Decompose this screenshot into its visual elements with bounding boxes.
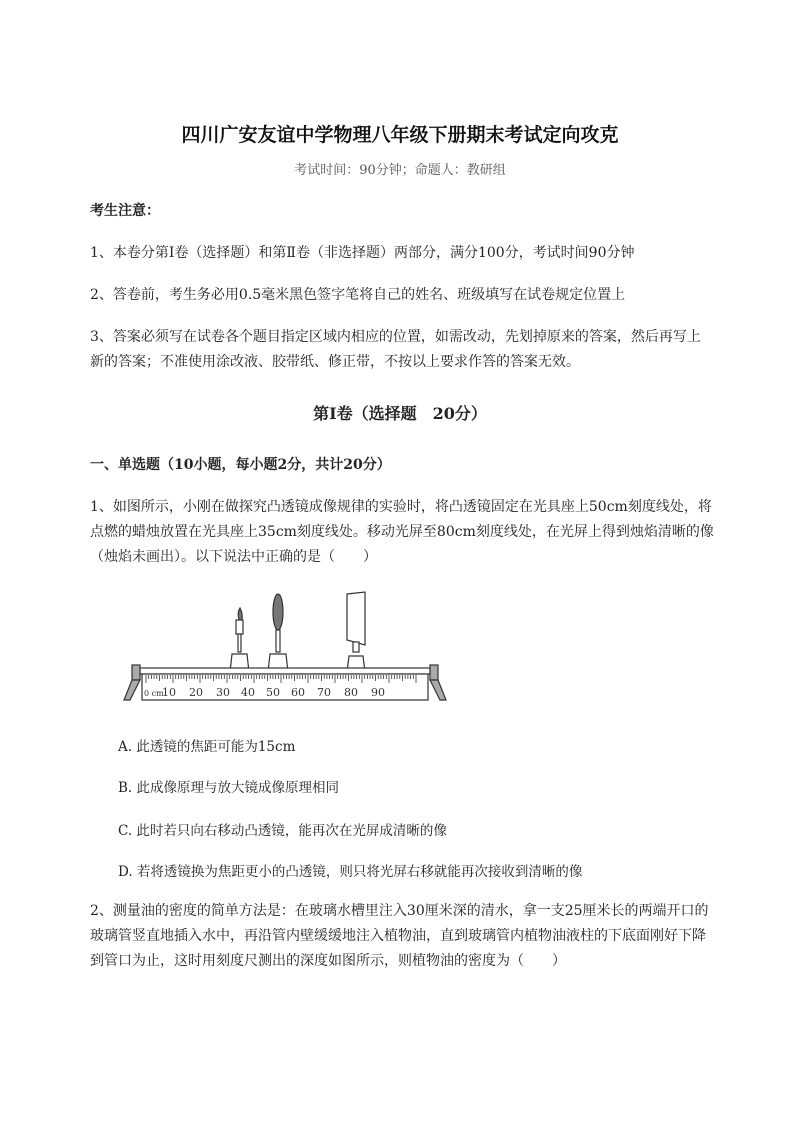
- ruler-label: 90: [371, 686, 385, 699]
- ruler-label: 80: [344, 686, 358, 699]
- question-1-option-b[interactable]: B. 此成像原理与放大镜成像原理相同: [118, 780, 340, 796]
- ruler-label: 40: [241, 686, 255, 699]
- question-1-option-d[interactable]: D. 若将透镜换为焦距更小的凸透镜，则只将光屏右移就能再次接收到清晰的像: [118, 864, 583, 880]
- ruler-label: 70: [317, 686, 331, 699]
- ruler-label: 60: [291, 686, 305, 699]
- ruler-label: 30: [216, 686, 230, 699]
- notice-item-1: 1、本卷分第I卷（选择题）和第Ⅱ卷（非选择题）两部分，满分100分，考试时间90分钟: [90, 245, 635, 261]
- page-title: 四川广安友谊中学物理八年级下册期末考试定向攻克: [181, 124, 619, 146]
- ruler-label: 50: [266, 686, 280, 699]
- question-2-stem: 2、测量油的密度的简单方法是：在玻璃水槽里注入30厘米深的清水，拿一支25厘米长的两端开口的玻璃管竖直地插入水中，再沿管内壁缓缓地注入植物油，直到玻璃管内植物油液柱的下底面刚好下降到管口为止，这时用刻度尺测出的深度如图所示，则植物油的密度为（ ）: [90, 903, 709, 969]
- ruler-label: 20: [189, 686, 203, 699]
- section-title: 第I卷（选择题 20分）: [313, 404, 487, 423]
- optical-bench-figure: [120, 590, 450, 715]
- notice-item-2: 2、答卷前，考生务必用0.5毫米黑色签字笔将自己的姓名、班级填写在试卷规定位置上: [90, 287, 626, 303]
- notice-heading: 考生注意：: [90, 203, 160, 219]
- part-heading: 一、单选题（10小题，每小题2分，共计20分）: [90, 457, 391, 473]
- notice-item-3: 3、答案必须写在试卷各个题目指定区域内相应的位置，如需改动，先划掉原来的答案，然后再写上新的答案；不准使用涂改液、胶带纸、修正带，不按以上要求作答的答案无效。: [90, 329, 701, 370]
- ruler-label: 10: [162, 686, 176, 699]
- question-1-option-a[interactable]: A. 此透镜的焦距可能为15cm: [118, 739, 296, 755]
- question-1-stem: 1、如图所示，小刚在做探究凸透镜成像规律的实验时，将凸透镜固定在光具座上50cm刻度线处，将点燃的蜡烛放置在光具座上35cm刻度线处。移动光屏至80cm刻度线处，在光屏上得到烛焰清晰的像（烛焰未画出）。以下说法中正确的是（ ）: [90, 499, 714, 565]
- question-1-option-c[interactable]: C. 此时若只向右移动凸透镜，能再次在光屏成清晰的像: [118, 823, 447, 839]
- ruler-label: 0 cm: [144, 689, 164, 698]
- exam-info: 考试时间：90分钟；命题人：教研组: [294, 163, 506, 178]
